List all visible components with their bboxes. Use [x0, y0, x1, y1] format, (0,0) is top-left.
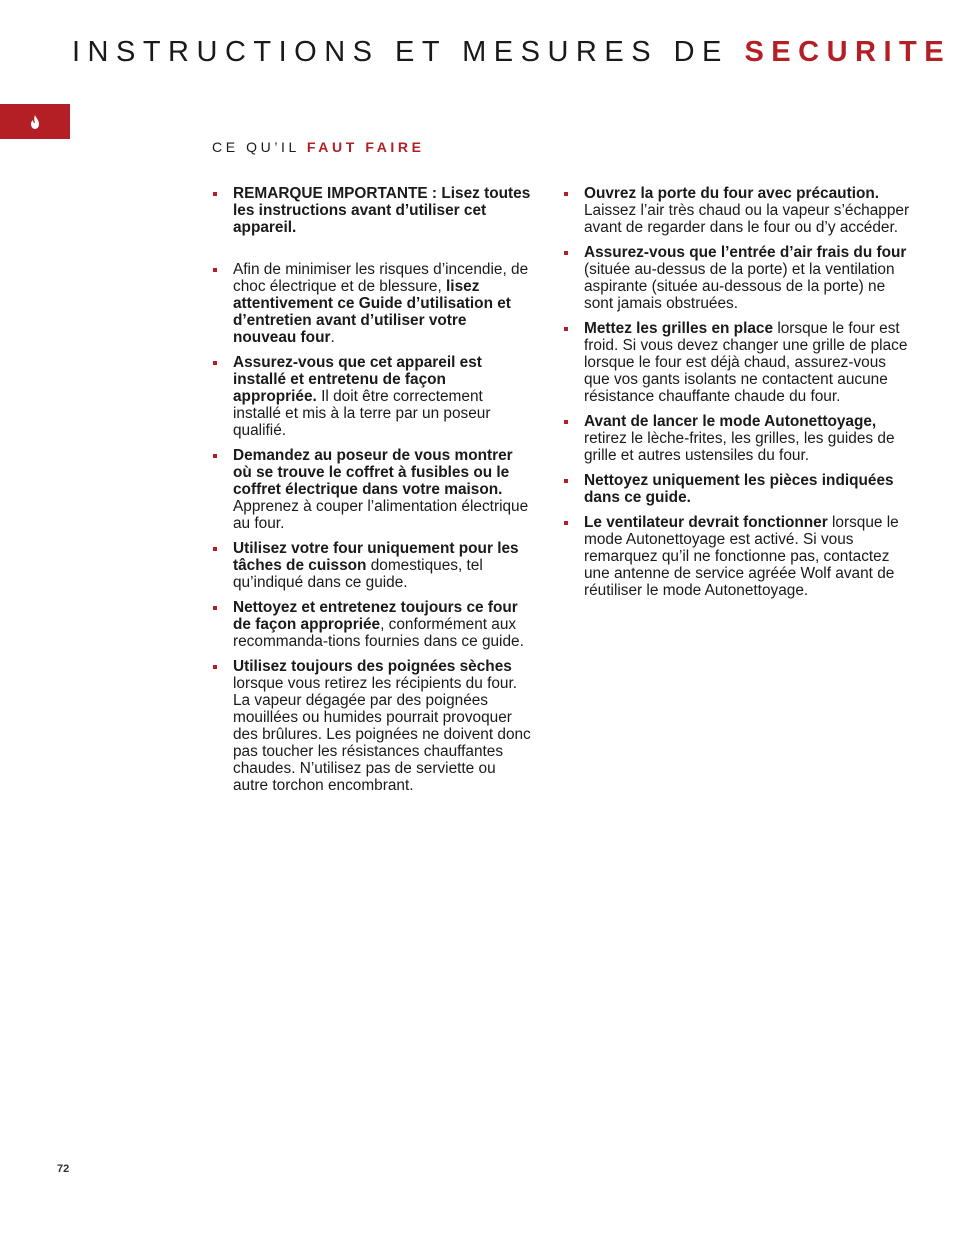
- item-text: Laissez l’air très chaud ou la vapeur s’échapper avant de regarder dans le four ou d’y accéder.: [584, 202, 910, 236]
- item-text: lorsque le mode Autonettoyage est activé. Si vous remarquez qu’il ne fonctionne pas, contactez une antenne de service agréée Wolf avant de réutiliser le mode Autonettoyage.: [584, 514, 899, 599]
- list-item: [212, 540, 534, 591]
- page-title-accent: SECURITE: [744, 36, 952, 68]
- list-item: [212, 658, 534, 794]
- list-item: [212, 599, 534, 650]
- bullet-icon: [213, 454, 217, 458]
- item-text: domestiques, tel qu’indiqué dans ce guide.: [233, 557, 483, 591]
- item-text: , conformément aux recommanda-tions fournies dans ce guide.: [233, 616, 524, 650]
- bullet-icon: [564, 479, 568, 483]
- bullet-icon: [213, 192, 217, 196]
- bullet-icon: [564, 251, 568, 255]
- item-bold: Assurez-vous que cet appareil est installé et entretenu de façon appropriée.: [233, 354, 482, 405]
- item-bold: Nettoyez et entretenez toujours ce four de façon appropriée: [233, 599, 518, 633]
- item-bold: Utilisez votre four uniquement pour les tâches de cuisson: [233, 540, 519, 574]
- list-item: [563, 514, 913, 599]
- list-item: [212, 185, 534, 236]
- section-subtitle-main: CE QU’IL: [212, 139, 307, 155]
- item-bold: Assurez-vous que l’entrée d’air frais du four: [584, 244, 907, 261]
- bullet-icon: [213, 606, 217, 610]
- section-subtitle-accent: FAUT FAIRE: [306, 139, 425, 155]
- safety-list-left: [212, 185, 534, 802]
- item-text: Il doit être correctement installé et mis à la terre par un poseur qualifié.: [233, 388, 491, 439]
- bullet-icon: [213, 547, 217, 551]
- flame-icon: [30, 115, 40, 129]
- bullet-icon: [213, 665, 217, 669]
- item-text: (située au-dessus de la porte) et la ventilation aspirante (située au-dessous de la porte) ne sont jamais obstruées.: [584, 261, 895, 312]
- bullet-icon: [213, 361, 217, 365]
- bullet-icon: [564, 420, 568, 424]
- list-item: [563, 185, 913, 236]
- item-text: lorsque le four est froid. Si vous devez changer une grille de place lorsque le four est déjà chaud, assurez-vous que vos gants isolants ne contactent aucune résistance chauffante chaude du four.: [584, 320, 908, 405]
- list-item: [212, 261, 534, 346]
- item-bold: Demandez au poseur de vous montrer où se trouve le coffret à fusibles ou le coffret électrique dans votre maison.: [233, 447, 513, 498]
- list-item: [212, 354, 534, 439]
- item-bold: REMARQUE IMPORTANTE : Lisez toutes les instructions avant d’utiliser cet appareil.: [233, 185, 531, 236]
- list-item: [563, 472, 913, 506]
- section-subtitle: [212, 139, 425, 155]
- item-bold: Nettoyez uniquement les pièces indiquées dans ce guide.: [584, 472, 894, 506]
- section-tab: [0, 104, 70, 139]
- item-text: lorsque vous retirez les récipients du four. La vapeur dégagée par des poignées mouillées ou humides pourrait provoquer des brûlures. Les poignées ne doivent donc pas toucher les résistances chauffantes chaudes. N’utilisez pas de serviette ou autre torchon encombrant.: [233, 675, 531, 794]
- page-title: [72, 36, 951, 69]
- list-item: [563, 244, 913, 312]
- item-bold: Ouvrez la porte du four avec précaution.: [584, 185, 880, 202]
- item-bold: Mettez les grilles en place: [584, 320, 774, 337]
- bullet-icon: [564, 192, 568, 196]
- list-item: [563, 320, 913, 405]
- list-item: [212, 447, 534, 532]
- item-pre: Afin de minimiser les risques d’incendie, de choc électrique et de blessure,: [233, 261, 529, 295]
- item-text: .: [330, 329, 335, 346]
- item-bold: Le ventilateur devrait fonctionner: [584, 514, 828, 531]
- page-number: 72: [57, 1163, 70, 1175]
- bullet-icon: [564, 521, 568, 525]
- safety-list-right: [563, 185, 913, 607]
- item-bold: lisez attentivement ce Guide d’utilisation et d’entretien avant d’utiliser votre nouveau four: [233, 278, 511, 346]
- bullet-icon: [564, 327, 568, 331]
- page-title-main: INSTRUCTIONS ET MESURES DE: [72, 36, 745, 68]
- item-text: retirez le lèche-frites, les grilles, les guides de grille et autres ustensiles du four.: [584, 430, 895, 464]
- bullet-icon: [213, 268, 217, 272]
- item-text: Apprenez à couper l’alimentation électrique au four.: [233, 498, 529, 532]
- item-bold: Avant de lancer le mode Autonettoyage,: [584, 413, 877, 430]
- list-item: [563, 413, 913, 464]
- item-bold: Utilisez toujours des poignées sèches: [233, 658, 512, 675]
